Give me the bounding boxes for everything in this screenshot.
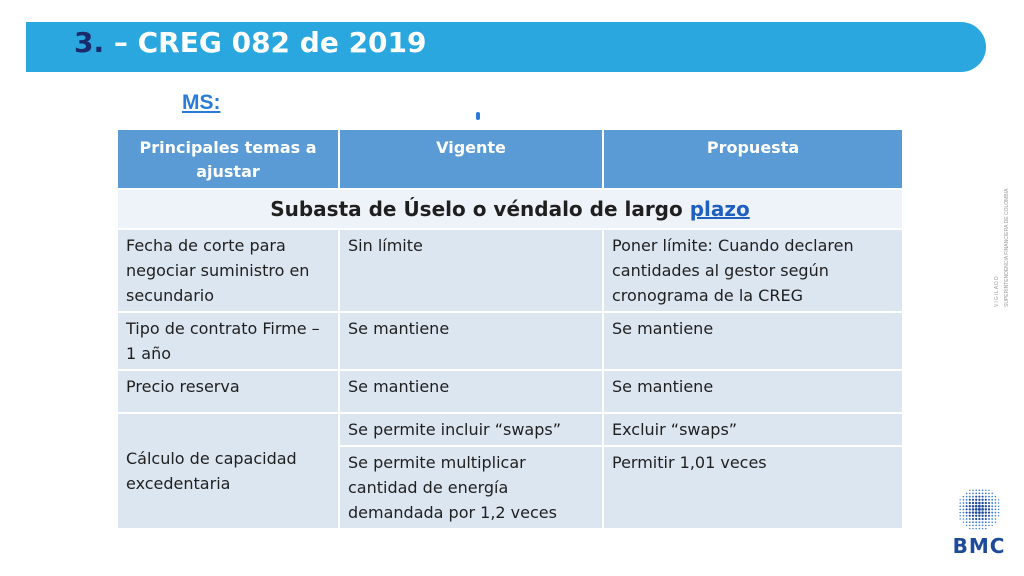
cell-topic: Precio reserva [117,370,339,413]
logo-dot [985,515,987,517]
title-number: 3. [74,26,105,59]
logo-dot [988,502,990,504]
logo-dot [969,508,971,510]
logo-dot [995,521,996,522]
vigilado-watermark [994,182,1018,307]
logo-dot [969,505,971,507]
logo-dot [988,518,990,520]
table-row [117,370,903,413]
logo-dot [959,512,961,514]
logo-dot [995,499,997,501]
logo-dot [978,518,980,520]
logo-dot [988,508,990,510]
logo-dot [991,499,993,501]
logo-dot [981,515,983,517]
logo-dot [995,505,997,507]
cell-vigente: Se mantiene [339,312,603,370]
logo-dot [959,499,960,500]
logo-dot [972,515,974,517]
page-title [74,26,427,59]
logo-dot [975,499,977,501]
cell-propuesta: Se mantiene [603,312,903,370]
logo-dot [978,502,981,505]
logo-dot [988,521,990,523]
logo-dot [969,496,971,498]
logo-dot [975,528,977,530]
logo-dot [969,502,971,504]
logo-dot [988,499,990,501]
logo-dot [981,508,984,511]
header-topics: Principales temas a ajustar [117,129,339,189]
logo-dot [981,505,984,508]
logo-dot [988,493,990,495]
logo-dot [963,499,965,501]
cell-propuesta: Excluir “swaps” [603,413,903,446]
section-row [117,189,903,229]
logo-dot [978,508,981,511]
globe-dots-icon [946,484,1012,536]
header-vigente: Vigente [339,129,603,189]
logo-dot [959,509,961,511]
logo-dot [979,525,981,527]
logo-dot [972,499,974,501]
logo-dot [963,512,965,514]
logo-dot [978,515,980,517]
logo-dot [969,489,970,490]
logo-dot [985,511,987,513]
table-row [117,312,903,370]
logo-dot [978,492,980,494]
logo-dot [966,518,968,520]
subtitle-ms: MS: [182,91,221,114]
logo-dot [978,505,981,508]
section-link[interactable]: plazo [689,197,750,221]
logo-dot [988,505,990,507]
logo-dot [969,511,971,513]
header-propuesta: Propuesta [603,129,903,189]
cell-topic: Fecha de corte para negociar suministro en secundario [117,229,339,312]
logo-dot [975,492,977,494]
logo-dot [978,511,981,514]
logo-dot [972,521,974,523]
logo-dot [966,512,968,514]
logo-dot [991,496,993,498]
logo-dot [988,496,990,498]
logo-dot [966,508,968,510]
logo-dot [972,502,974,504]
watermark-superintendencia: SUPERINTENDENCIA FINANCIERA DE COLOMBIA [1004,188,1010,307]
logo-dot [982,525,984,527]
logo-dot [985,489,987,491]
logo-dot [995,512,997,514]
logo-dot [969,518,971,520]
logo-dot [991,502,993,504]
logo-dot [995,509,997,511]
logo-dot [969,493,971,495]
logo-dot [985,528,986,529]
logo-dot [998,509,1000,511]
logo-dot [972,525,974,527]
logo-dot [975,496,977,498]
logo-dot [998,502,999,503]
logo-dot [959,515,961,517]
table-row [117,229,903,312]
logo-dot [979,528,981,530]
cell-propuesta: Poner límite: Cuando declaren cantidades al gestor según cronograma de la CREG [603,229,903,312]
logo-dot [991,508,993,510]
logo-dot [981,499,983,501]
logo-dot [975,518,977,520]
logo-dot [978,499,980,501]
logo-dot [963,515,965,517]
logo-dot [995,496,996,497]
logo-dot [959,502,961,504]
logo-dot [995,515,997,517]
logo-dot [995,518,997,520]
logo-dot [981,511,984,514]
logo-dot [985,502,987,504]
logo-dot [966,496,968,498]
logo-text: BMC [952,534,1006,558]
logo-dot [975,502,978,505]
logo-dot [988,490,989,491]
logo-dot [981,502,983,504]
logo-dot [985,521,987,523]
logo-dot [982,521,984,523]
logo-dot [985,499,987,501]
logo-dot [979,489,981,491]
logo-dot [995,502,997,504]
title-text: – CREG 082 de 2019 [104,26,427,59]
logo-dot [991,525,992,526]
logo-dot [982,496,984,498]
logo-dot [963,518,965,520]
logo-dot [985,518,987,520]
logo-dot [972,518,974,520]
logo-dot [991,493,992,494]
logo-dot [998,515,999,516]
table-header-row [117,129,903,189]
watermark-vigilado: VIGILADO [994,275,1000,307]
logo-dot [998,499,999,500]
logo-dot [975,489,977,491]
cell-vigente: Se permite incluir “swaps” [339,413,603,446]
logo-dot [985,505,987,507]
logo-dot [972,505,975,508]
logo-dot [988,525,990,527]
logo-dot [988,515,990,517]
logo-dot [972,493,974,495]
logo-dot [991,515,993,517]
logo-dot [975,511,978,514]
logo-dot [969,515,971,517]
logo-dot [975,525,977,527]
logo-dot [982,528,984,530]
logo-dot [972,496,974,498]
logo-dot [966,515,968,517]
table-row [117,413,903,446]
logo-dot [985,496,987,498]
cell-topic: Cálculo de capacidad excedentaria [117,413,339,529]
logo-dot [969,499,971,501]
logo-dot [959,505,961,507]
cell-propuesta: Permitir 1,01 veces [603,446,903,529]
decorative-mark [476,112,480,120]
logo-dot [972,508,975,511]
logo-dot [969,521,971,523]
logo-dot [962,508,964,510]
logo-dot [975,508,978,511]
logo-dot [966,502,968,504]
logo-dot [985,493,987,495]
logo-dot [991,518,993,520]
logo-dot [969,525,971,527]
logo-dot [988,512,990,514]
logo-dot [960,518,961,519]
logo-dot [982,518,984,520]
logo-dot [966,505,968,507]
logo-dot [982,493,984,495]
logo-dot [963,502,965,504]
logo-dot [982,489,984,491]
logo-dot [966,521,968,523]
logo-dot [985,508,987,510]
cell-vigente: Sin límite [339,229,603,312]
section-title-text: Subasta de Úselo o véndalo de largo [270,197,690,221]
cell-vigente: Se mantiene [339,370,603,413]
logo-dot [966,499,968,501]
logo-dot [972,489,974,491]
logo-dot [975,515,977,517]
logo-dot [972,528,973,529]
logo-dot [966,525,967,526]
logo-dot [972,511,974,513]
logo-dot [998,505,1000,507]
logo-dot [963,521,964,522]
logo-dot [966,493,968,495]
logo-dot [985,525,987,527]
logo-dot [991,521,993,523]
logo-dot [963,496,965,498]
comparison-table [116,128,904,530]
logo-dot [975,505,978,508]
cell-topic: Tipo de contrato Firme – 1 año [117,312,339,370]
logo-dot [991,505,993,507]
logo-dot [978,496,980,498]
logo-dot [998,512,1000,513]
section-title [117,189,903,229]
cell-vigente: Se permite multiplicar cantidad de energía demandada por 1,2 veces [339,446,603,529]
logo-dot [978,521,980,523]
logo-dot [969,528,970,529]
logo-dot [991,512,993,514]
logo-dot [962,505,964,507]
logo-dot [975,521,977,523]
bmc-logo [946,484,1012,564]
cell-propuesta: Se mantiene [603,370,903,413]
